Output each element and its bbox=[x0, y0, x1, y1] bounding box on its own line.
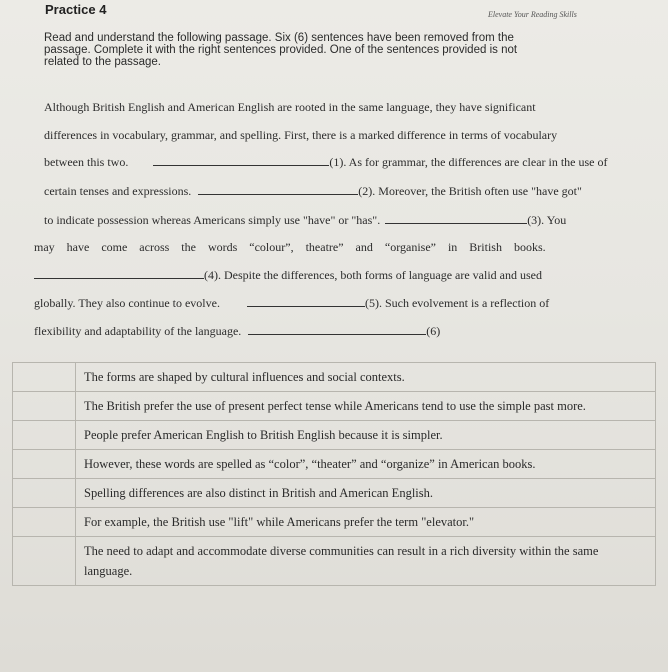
option-number-cell[interactable] bbox=[13, 508, 76, 537]
passage-text: to indicate possession whereas Americans simply use "have" or "has". bbox=[44, 213, 381, 227]
practice-title: Practice 4 bbox=[45, 2, 107, 17]
answer-blank-5[interactable] bbox=[247, 296, 365, 307]
option-number-cell[interactable] bbox=[13, 537, 76, 586]
option-row bbox=[13, 392, 656, 421]
option-row bbox=[13, 537, 656, 586]
passage-text: certain tenses and expressions. bbox=[44, 184, 192, 198]
passage-text: (2). Moreover, the British often use "have got" bbox=[358, 184, 582, 198]
answer-blank-4[interactable] bbox=[34, 268, 204, 279]
passage-text: (5). Such evolvement is a reflection of bbox=[364, 296, 550, 310]
option-row bbox=[13, 450, 656, 479]
passage-text: between this two. bbox=[44, 155, 129, 169]
option-number-cell[interactable] bbox=[13, 421, 76, 450]
passage-line bbox=[44, 213, 566, 228]
brand-tagline: Elevate Your Reading Skills bbox=[488, 10, 577, 19]
passage-line bbox=[34, 324, 440, 339]
answer-blank-3[interactable] bbox=[385, 213, 527, 224]
instruction-line: Read and understand the following passage. Six (6) sentences have been removed from the bbox=[44, 32, 514, 44]
passage-line bbox=[44, 184, 582, 199]
passage-text: flexibility and adaptability of the language. bbox=[34, 324, 242, 338]
passage-text: (4). Despite the differences, both forms of language are valid and used bbox=[204, 268, 542, 282]
option-row bbox=[13, 479, 656, 508]
option-text: The British prefer the use of present perfect tense while Americans tend to use the simple past more. bbox=[76, 392, 656, 421]
option-number-cell[interactable] bbox=[13, 450, 76, 479]
passage-text: (1). As for grammar, the differences are clear in the use of bbox=[329, 155, 608, 169]
option-text: However, these words are spelled as “color”, “theater” and “organize” in American books. bbox=[76, 450, 656, 479]
option-number-cell[interactable] bbox=[13, 363, 76, 392]
instruction-line: related to the passage. bbox=[44, 56, 161, 68]
option-number-cell[interactable] bbox=[13, 479, 76, 508]
option-text: The forms are shaped by cultural influences and social contexts. bbox=[76, 363, 656, 392]
passage-line: differences in vocabulary, grammar, and spelling. First, there is a marked difference in terms of vocabulary bbox=[44, 128, 558, 142]
option-text: For example, the British use "lift" while Americans prefer the term "elevator." bbox=[76, 508, 656, 537]
answer-blank-2[interactable] bbox=[198, 184, 358, 195]
option-text: Spelling differences are also distinct in British and American English. bbox=[76, 479, 656, 508]
passage-text: (6) bbox=[426, 324, 441, 338]
passage-text: globally. They also continue to evolve. bbox=[34, 296, 220, 310]
passage-text: (3). You bbox=[527, 213, 567, 227]
passage-line bbox=[34, 296, 549, 311]
option-row bbox=[13, 363, 656, 392]
options-table bbox=[12, 362, 656, 586]
passage-line: Although British English and American English are rooted in the same language, they have significant bbox=[44, 100, 536, 114]
answer-blank-6[interactable] bbox=[248, 324, 426, 335]
option-text: People prefer American English to British English because it is simpler. bbox=[76, 421, 656, 450]
option-row bbox=[13, 421, 656, 450]
instruction-line: passage. Complete it with the right sentences provided. One of the sentences provided is not bbox=[44, 44, 518, 56]
instructions bbox=[44, 32, 604, 68]
option-number-cell[interactable] bbox=[13, 392, 76, 421]
passage-line: may have come across the words “colour”, theatre” and “organise” in British books. bbox=[34, 240, 546, 254]
passage-line bbox=[34, 268, 542, 283]
option-text: The need to adapt and accommodate diverse communities can result in a rich diversity within the same language. bbox=[76, 537, 656, 586]
option-row bbox=[13, 508, 656, 537]
answer-blank-1[interactable] bbox=[153, 155, 329, 166]
passage-line bbox=[44, 155, 608, 170]
